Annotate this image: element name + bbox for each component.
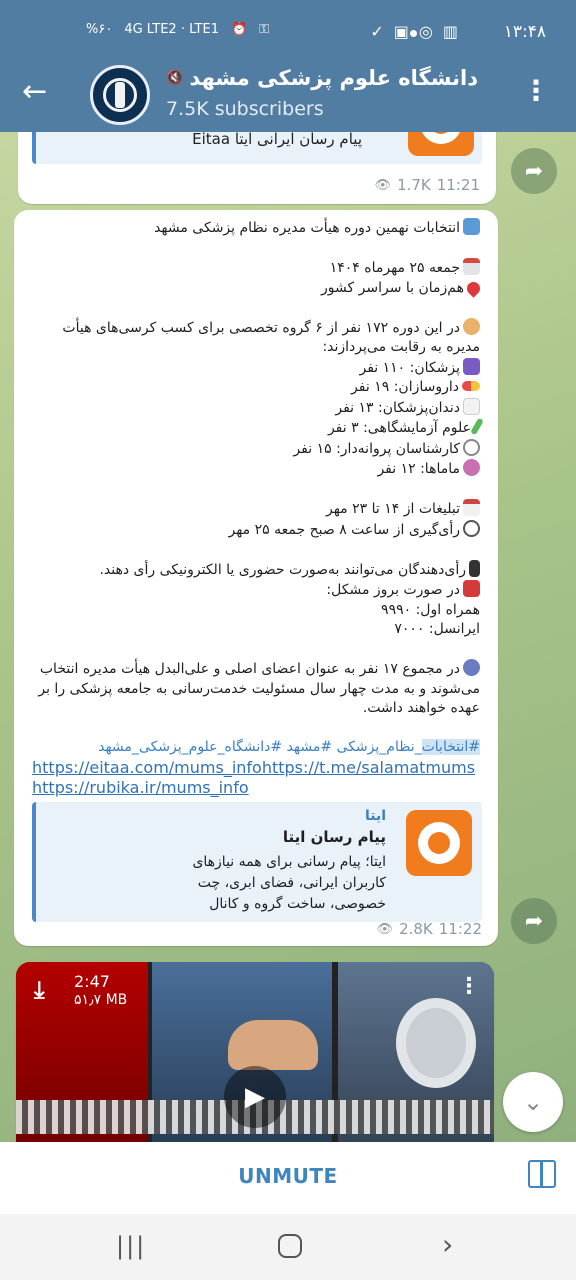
message-meta [377, 920, 482, 938]
share-icon[interactable]: ➦ [511, 148, 557, 194]
campaign-line: تبلیغات از ۱۴ تا ۲۳ مهر [325, 501, 460, 517]
video-message[interactable] [16, 962, 494, 1142]
notification-icon: ▥ [442, 22, 458, 41]
preview-title: پیام رسان ایتا [282, 828, 386, 846]
message-links [32, 758, 475, 798]
group-item: پزشکان: ۱۱۰ نفر [359, 359, 460, 376]
hashtag-link[interactable]: #انتخابات [421, 739, 480, 755]
test-tube-icon [470, 418, 484, 436]
status-time: ۱۳:۴۸ [503, 22, 546, 42]
chat-header [0, 56, 576, 132]
calendar-icon [463, 258, 480, 275]
message-title: انتخابات نهمین دوره هیأت مدیره نظام پزشکی مشهد [154, 220, 460, 236]
video-duration: 2:47 [74, 972, 110, 991]
person-icon [463, 318, 480, 335]
tooth-icon [463, 398, 480, 415]
group-item: کارشناسان پروانه‌دار: ۱۵ نفر [293, 440, 460, 457]
intro-text: در این دوره ۱۷۲ نفر از ۶ گروه تخصصی برای کسب کرسی‌های هیأت مدیره به رقابت می‌پردازند: [62, 319, 480, 355]
link-preview-text: پیام رسان ایرانی ایتا Eitaa [192, 132, 362, 148]
group-item: دندان‌پزشکان: ۱۳ نفر [335, 399, 460, 416]
chat-area[interactable] [0, 132, 576, 1142]
message-bubble[interactable] [18, 132, 496, 204]
nav-back-icon[interactable]: › [442, 1228, 454, 1261]
system-nav-bar [0, 1214, 576, 1280]
more-options-icon[interactable]: ⋮ [522, 74, 550, 107]
pregnant-woman-icon [463, 459, 480, 476]
link-preview[interactable] [32, 132, 482, 164]
telephone-icon [463, 580, 480, 597]
notification-icon: ▣ [393, 22, 409, 41]
message-time: 11:21 [436, 176, 480, 194]
ballot-box-icon [463, 218, 480, 235]
irancell-line: ایرانسل: ۷۰۰۰ [394, 621, 480, 637]
muted-speaker-icon: 🔇 [166, 70, 184, 86]
gift-icon[interactable] [528, 1160, 556, 1188]
medical-icon [463, 358, 480, 375]
eitaa-logo-icon [406, 810, 472, 876]
link-preview[interactable] [32, 802, 482, 922]
signal-indicator: 4G LTE2 · LTE1 [124, 22, 219, 37]
video-more-icon[interactable]: ⋮ [458, 974, 480, 999]
preview-site-name: ایتا [364, 808, 386, 824]
avatar-mark [115, 82, 125, 108]
eye-icon: 👁 [376, 921, 394, 937]
channel-name: دانشگاه علوم پزشکی مشهد [189, 66, 478, 90]
hashtags [30, 738, 480, 758]
view-count: 2.8K [399, 920, 433, 938]
url-link[interactable]: https://eitaa.com/mums_infohttps://t.me/salamatmums [32, 758, 476, 777]
voting-line: رأی‌گیری از ساعت ۸ صبح جمعه ۲۵ مهر [228, 521, 460, 538]
message-time: 11:22 [438, 920, 482, 938]
group-item: داروسازان: ۱۹ نفر [351, 379, 459, 395]
pin-icon [464, 279, 482, 297]
nationwide-line: هم‌زمان با سراسر کشور [321, 279, 464, 296]
status-app-icons [370, 22, 458, 41]
mci-line: همراه اول: ۹۹۹۰ [381, 601, 480, 618]
people-icon [463, 659, 480, 676]
video-scanner [396, 998, 476, 1088]
preview-description: ایتا؛ پیام رسانی برای همه نیازهای کاربران ایرانی، فضای ابری، چت خصوصی، ساخت گروه و کانال [192, 854, 386, 912]
key-icon: ⚿ [259, 22, 270, 37]
election-date: جمعه ۲۵ مهرماه ۱۴۰۴ [329, 260, 460, 276]
video-patient [228, 1020, 318, 1070]
subscriber-count: 7.5K subscribers [166, 98, 324, 120]
url-link[interactable]: https://rubika.ir/mums_info [32, 778, 249, 797]
scroll-down-icon[interactable]: ⌄ [503, 1072, 563, 1132]
notification-icon: ✓ [370, 22, 384, 41]
status-left [86, 22, 269, 37]
message-meta [375, 176, 480, 194]
message-bubble[interactable] [14, 210, 498, 946]
stethoscope-icon [463, 439, 480, 456]
view-count: 1.7K [397, 176, 431, 194]
calendar-icon [463, 499, 480, 516]
channel-title-row[interactable] [166, 66, 478, 90]
problem-line: در صورت بروز مشکل: [326, 582, 460, 598]
group-item: علوم آزمایشگاهی: ۳ نفر [327, 420, 471, 436]
eye-icon: 👁 [374, 177, 392, 193]
play-icon[interactable]: ▶ [224, 1066, 286, 1128]
hashtag-link[interactable]: _نظام_پزشکی #مشهد #دانشگاه_علوم_پزشکی_مشهد [98, 739, 422, 755]
home-icon[interactable] [278, 1234, 302, 1258]
message-text [30, 218, 480, 777]
timer-icon [463, 520, 480, 537]
notification-icon: ◎ [418, 22, 433, 41]
unmute-button[interactable]: UNMUTE [238, 1164, 338, 1188]
bottom-bar [0, 1142, 576, 1214]
alarm-icon: ⏰ [230, 22, 248, 37]
eitaa-logo-icon [408, 132, 474, 156]
summary-text: در مجموع ۱۷ نفر به عنوان اعضای اصلی و علی‌البدل هیأت مدیره انتخاب می‌شوند و به مدت چهار سال مسئولیت خدمت‌رسانی به جامعه پزشکی را بر عهده خواهند داشت. [38, 661, 480, 716]
back-arrow-icon[interactable]: ← [22, 74, 48, 109]
status-bar [0, 0, 576, 56]
mobile-phone-icon [469, 560, 480, 577]
battery-indicator: %۶۰ [86, 22, 113, 37]
group-item: ماماها: ۱۲ نفر [377, 461, 460, 477]
share-icon[interactable]: ➦ [511, 898, 557, 944]
video-size: ۵۱٫۷ MB [74, 992, 128, 1008]
download-icon[interactable]: ⤓ [34, 976, 45, 1004]
vote-method: رأی‌دهندگان می‌توانند به‌صورت حضوری یا الکترونیکی رأی دهند. [99, 561, 466, 578]
pill-icon [462, 381, 480, 391]
channel-avatar[interactable] [90, 65, 150, 125]
recent-apps-icon[interactable]: ||| [116, 1232, 147, 1260]
